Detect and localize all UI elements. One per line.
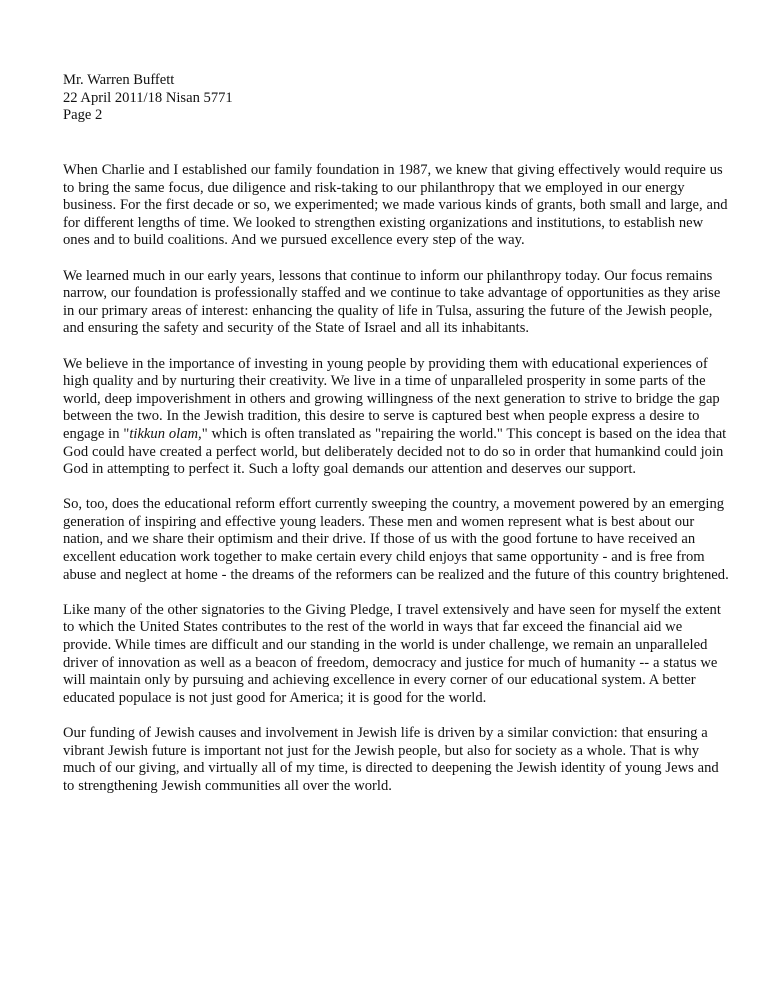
- tikkun-olam-term: tikkun olam,: [129, 425, 202, 442]
- paragraph-young-people-text-after: " which is often translated as "repairing the world." This concept is based on the idea that God could have created a perfect world, but deliberately decided not to do so in order that humankind could join God in attempting to perfect it. Such a lofty goal demands our attention and deserves our support.: [63, 425, 727, 478]
- letter-body: [63, 162, 733, 795]
- paragraph-early-years: We learned much in our early years, lessons that continue to inform our philanthropy today. Our focus remains narrow, our foundation is professionally staffed and we continue to take advantage of opportunities as they arise in our primary areas of interest: enhancing the quality of life in Tulsa, assuring the future of the Jewish people, and ensuring the safety and security of the State of Israel and all its inhabitants.: [63, 267, 721, 337]
- paragraph-young-people-text-before: We believe in the importance of investing in young people by providing them with educational experiences of high quality and by nurturing their creativity. We live in a time of unparalleled prosperity in some parts of the world, deep impoverishment in others and growing willingness of the next generation to strive to bridge the gap between the two. In the Jewish tradition, this desire to serve is captured best when people express a desire to engage in ": [63, 355, 720, 442]
- letter-date: 22 April 2011/18 Nisan 5771: [63, 89, 233, 106]
- paragraph-jewish-causes: Our funding of Jewish causes and involvement in Jewish life is driven by a similar conviction: that ensuring a vibrant Jewish future is important not just for the Jewish people, but also for society as a whole. That is why much of our giving, and virtually all of my time, is directed to deepening the Jewish identity of young Jews and to strengthening Jewish communities all over the world.: [63, 725, 719, 794]
- recipient-name: Mr. Warren Buffett: [63, 72, 175, 88]
- letter-header: [63, 72, 713, 125]
- page-number: Page 2: [63, 107, 103, 124]
- paragraph-young-people: [63, 356, 733, 479]
- paragraph-education-reform: So, too, does the educational reform effort currently sweeping the country, a movement powered by an emerging generation of inspiring and effective young leaders. These men and women represent what is best about our nation, and we share their optimism and their drive. If those of us with the good fortune to have received an excellent education work together to make certain every child enjoys that same opportunity - and is free from abuse and neglect at home - the dreams of the reformers can be realized and the future of this country brightened.: [63, 496, 729, 583]
- paragraph-giving-pledge: Like many of the other signatories to the Giving Pledge, I travel extensively and have seen for myself the extent to which the United States contributes to the rest of the world in ways that far exceed the financial aid we provide. While times are difficult and our standing in the world is under challenge, we remain an unparalleled driver of innovation as well as a beacon of freedom, democracy and justice for much of humanity -- a status we will maintain only by pursuing and achieving excellence in every corner of our educational system. A better educated populace is not just good for America; it is good for the world.: [63, 601, 721, 706]
- paragraph-foundation-history: When Charlie and I established our family foundation in 1987, we knew that giving effectively would require us to bring the same focus, due diligence and risk-taking to our philanthropy that we employed in our energy business. For the first decade or so, we experimented; we made various kinds of grants, both small and large, and for different lengths of time. We looked to strengthen existing organizations and institutions, to establish new ones and to build coalitions. And we pursued excellence every step of the way.: [63, 162, 728, 249]
